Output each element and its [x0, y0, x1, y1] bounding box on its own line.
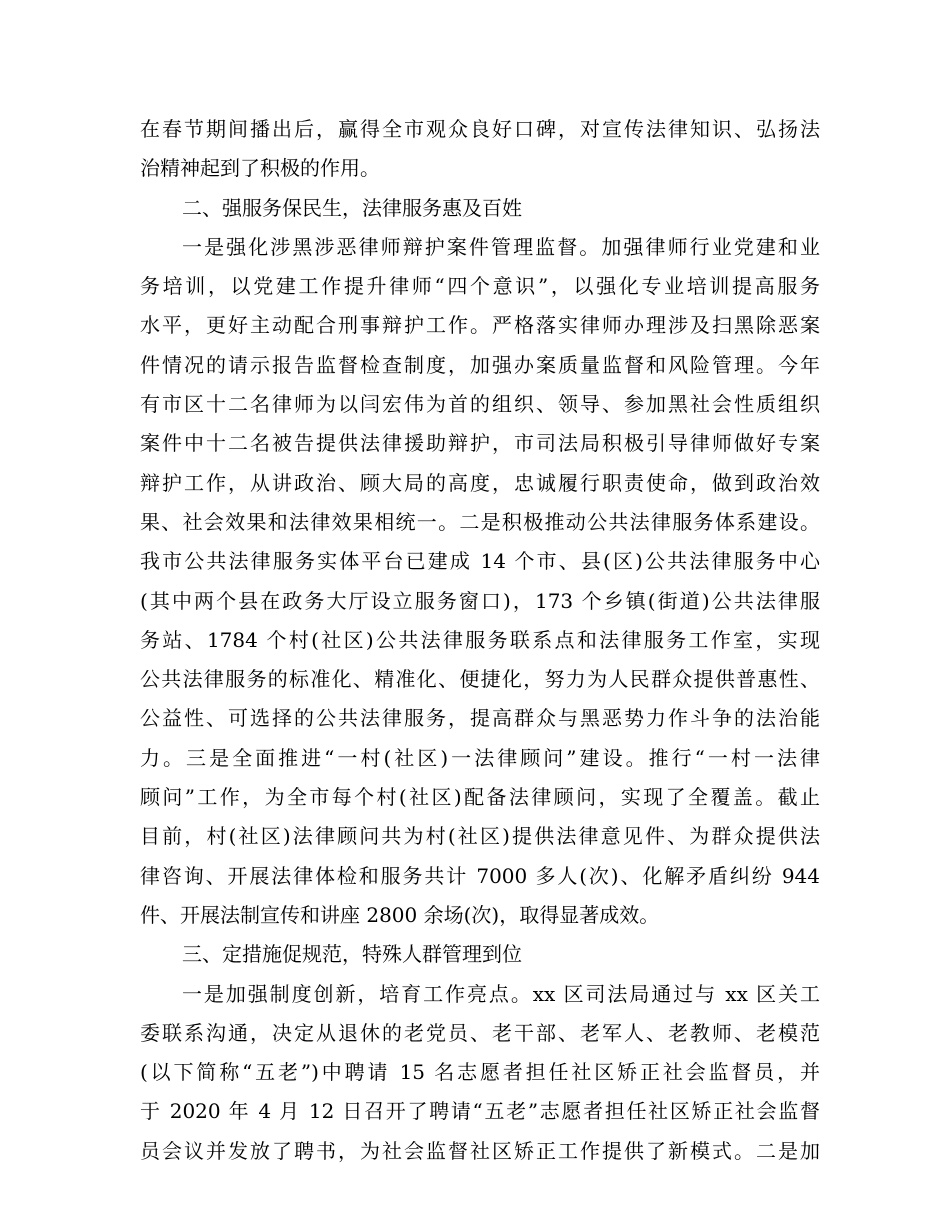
- body-line: 有市区十二名律师为以闫宏伟为首的组织、领导、参加黑社会性质组织: [140, 392, 820, 417]
- body-line: 于 2020 年 4 月 12 日召开了聘请“五老”志愿者担任社区矫正社会监督: [140, 1099, 820, 1124]
- body-line: 在春节期间播出后，赢得全市观众良好口碑，对宣传法律知识、弘扬法: [140, 117, 820, 141]
- body-line: 力。三是全面推进“一村(社区)一法律顾问”建设。推行“一村一法律: [140, 745, 820, 770]
- body-line: (以下简称“五老”)中聘请 15 名志愿者担任社区矫正社会监督员，并: [140, 1060, 820, 1085]
- body-line: 辩护工作，从讲政治、顾大局的高度，忠诚履行职责使命，做到政治效: [140, 470, 820, 495]
- body-line: 件、开展法制宣传和讲座 2800 余场(次)，取得显著成效。: [140, 902, 660, 927]
- body-line: 水平，更好主动配合刑事辩护工作。严格落实律师办理涉及扫黑除恶案: [140, 313, 820, 338]
- body-line: 目前，村(社区)法律顾问共为村(社区)提供法律意见件、为群众提供法: [140, 824, 820, 849]
- body-line: 一是加强制度创新，培育工作亮点。xx 区司法局通过与 xx 区关工: [182, 981, 820, 1006]
- body-line: 果、社会效果和法律效果相统一。二是积极推动公共法律服务体系建设。: [140, 509, 820, 534]
- body-line: 一是强化涉黑涉恶律师辩护案件管理监督。加强律师行业党建和业: [182, 234, 820, 259]
- body-line: 委联系沟通，决定从退休的老党员、老干部、老军人、老教师、老模范: [140, 1020, 820, 1045]
- body-line: 律咨询、开展法律体检和服务共计 7000 多人(次)、化解矛盾纠纷 944: [140, 863, 820, 888]
- section-heading: 三、定措施促规范，特殊人群管理到位: [182, 942, 522, 967]
- body-line: (其中两个县在政务大厅设立服务窗口)，173 个乡镇(街道)公共法律服: [140, 588, 820, 613]
- body-line: 公共法律服务的标准化、精准化、便捷化，努力为人民群众提供普惠性、: [140, 667, 820, 692]
- body-line: 顾问”工作，为全市每个村(社区)配备法律顾问，实现了全覆盖。截止: [140, 785, 820, 810]
- body-line: 案件中十二名被告提供法律援助辩护，市司法局积极引导律师做好专案: [140, 431, 820, 456]
- body-line: 务站、1784 个村(社区)公共法律服务联系点和法律服务工作室，实现: [140, 627, 820, 652]
- document-body: [140, 110, 820, 1171]
- body-line: 务培训，以党建工作提升律师“四个意识”，以强化专业培训提高服务: [140, 274, 820, 299]
- body-line: 我市公共法律服务实体平台已建成 14 个市、县(区)公共法律服务中心: [140, 549, 820, 574]
- body-line: 治精神起到了积极的作用。: [140, 156, 380, 181]
- body-line: 件情况的请示报告监督检查制度，加强办案质量监督和风险管理。今年: [140, 352, 820, 377]
- section-heading: 二、强服务保民生，法律服务惠及百姓: [182, 195, 522, 220]
- body-line: 员会议并发放了聘书，为社会监督社区矫正工作提供了新模式。二是加: [140, 1138, 820, 1163]
- body-line: 公益性、可选择的公共法律服务，提高群众与黑恶势力作斗争的法治能: [140, 706, 820, 731]
